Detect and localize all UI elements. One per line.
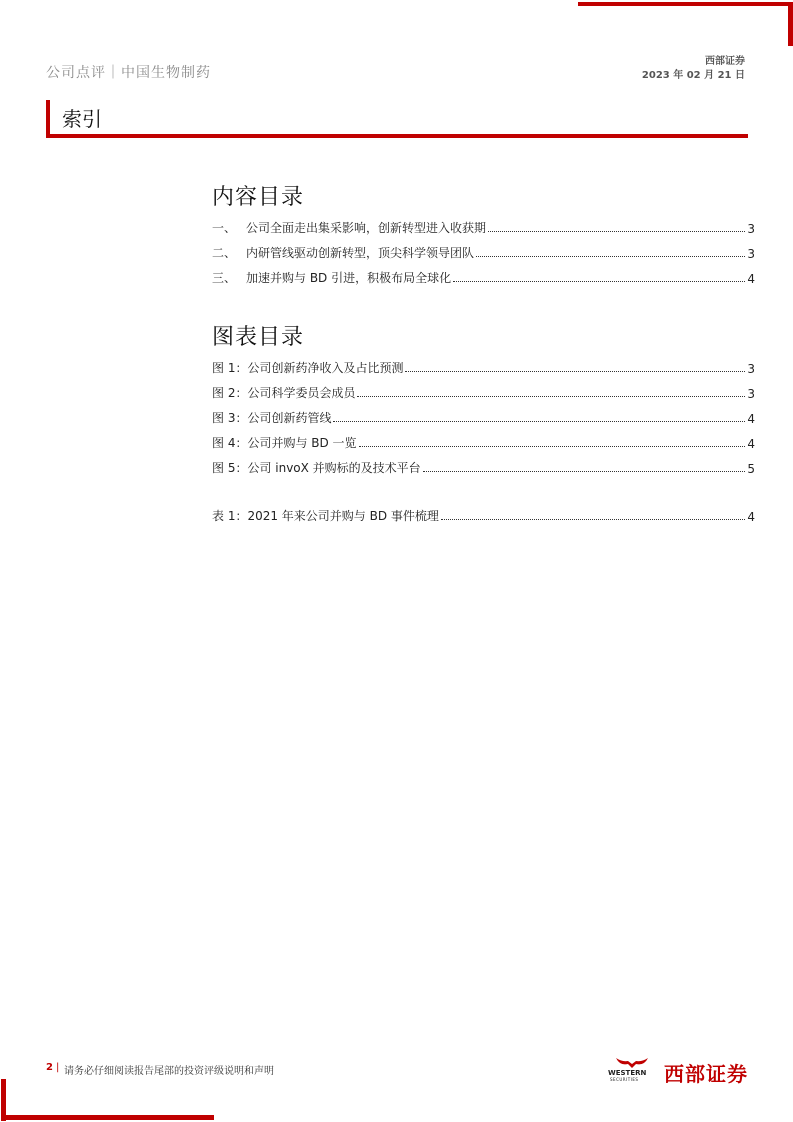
footer-disclaimer: 请务必仔细阅读报告尾部的投资评级说明和声明 — [64, 1066, 274, 1077]
corner-decoration-top-side — [788, 2, 793, 46]
page-number: 2 — [46, 1062, 53, 1073]
corner-decoration-bottom-side — [1, 1079, 6, 1121]
toc-leader — [423, 471, 746, 472]
toc-entry-page: 3 — [747, 222, 755, 236]
corner-decoration-top — [578, 2, 793, 6]
toc-leader — [441, 519, 745, 520]
toc-leader — [359, 446, 746, 447]
firm-name: 西部证券 — [705, 56, 745, 67]
report-date: 2023 年 02 月 21 日 — [641, 70, 745, 81]
figure-entry[interactable] — [212, 458, 755, 476]
toc-entry-text: 公司全面走出集采影响，创新转型进入收获期 — [246, 221, 487, 235]
footer-separator: | — [56, 1062, 60, 1073]
logo-english-subtitle: SECURITIES — [610, 1077, 639, 1082]
toc-entry-number: 三、 — [212, 271, 237, 285]
figure-entry-page: 5 — [747, 462, 755, 476]
figure-entry[interactable] — [212, 383, 755, 401]
table-entry[interactable] — [212, 506, 755, 524]
table-entry-page: 4 — [747, 510, 755, 524]
toc-leader — [476, 256, 745, 257]
toc-entry[interactable] — [212, 268, 755, 286]
toc-entry-page: 4 — [747, 272, 755, 286]
toc-entry-number: 二、 — [212, 246, 237, 260]
toc-leader — [453, 281, 745, 282]
logo-english-name: WESTERN — [608, 1069, 647, 1077]
section-title: 索引 — [62, 107, 102, 131]
toc-entry-number: 一、 — [212, 221, 237, 235]
figure-entry-text: 图 4：公司并购与 BD 一览 — [212, 436, 357, 450]
bull-horns-icon — [614, 1056, 650, 1070]
toc-leader — [488, 231, 745, 232]
contents-heading: 内容目录 — [212, 185, 305, 210]
section-divider — [46, 134, 748, 138]
table-entry-text: 表 1：2021 年来公司并购与 BD 事件梳理 — [212, 509, 439, 523]
toc-entry-text: 内研管线驱动创新转型，顶尖科学领导团队 — [246, 246, 475, 260]
figure-entry[interactable] — [212, 408, 755, 426]
toc-entry[interactable] — [212, 218, 755, 236]
toc-leader — [333, 421, 745, 422]
figure-entry-page: 4 — [747, 412, 755, 426]
figure-entry-text: 图 5：公司 invoX 并购标的及技术平台 — [212, 461, 421, 475]
figure-entry-text: 图 3：公司创新药管线 — [212, 411, 332, 425]
figure-entry-page: 4 — [747, 437, 755, 451]
firm-logo — [608, 1056, 748, 1086]
figures-heading: 图表目录 — [212, 325, 305, 350]
report-type: 公司点评｜中国生物制药 — [46, 65, 211, 81]
figure-entry-text: 图 1：公司创新药净收入及占比预测 — [212, 361, 404, 375]
figure-entry-page: 3 — [747, 387, 755, 401]
toc-entry[interactable] — [212, 243, 755, 261]
section-accent-bar — [46, 100, 50, 137]
figure-entry[interactable] — [212, 433, 755, 451]
toc-entry-page: 3 — [747, 247, 755, 261]
toc-leader — [405, 371, 745, 372]
figure-entry[interactable] — [212, 358, 755, 376]
figure-entry-page: 3 — [747, 362, 755, 376]
toc-leader — [357, 396, 745, 397]
logo-chinese-name: 西部证券 — [664, 1062, 748, 1086]
figure-entry-text: 图 2：公司科学委员会成员 — [212, 386, 356, 400]
toc-entry-text: 加速并购与 BD 引进，积极布局全球化 — [246, 271, 452, 285]
corner-decoration-bottom — [1, 1115, 214, 1120]
